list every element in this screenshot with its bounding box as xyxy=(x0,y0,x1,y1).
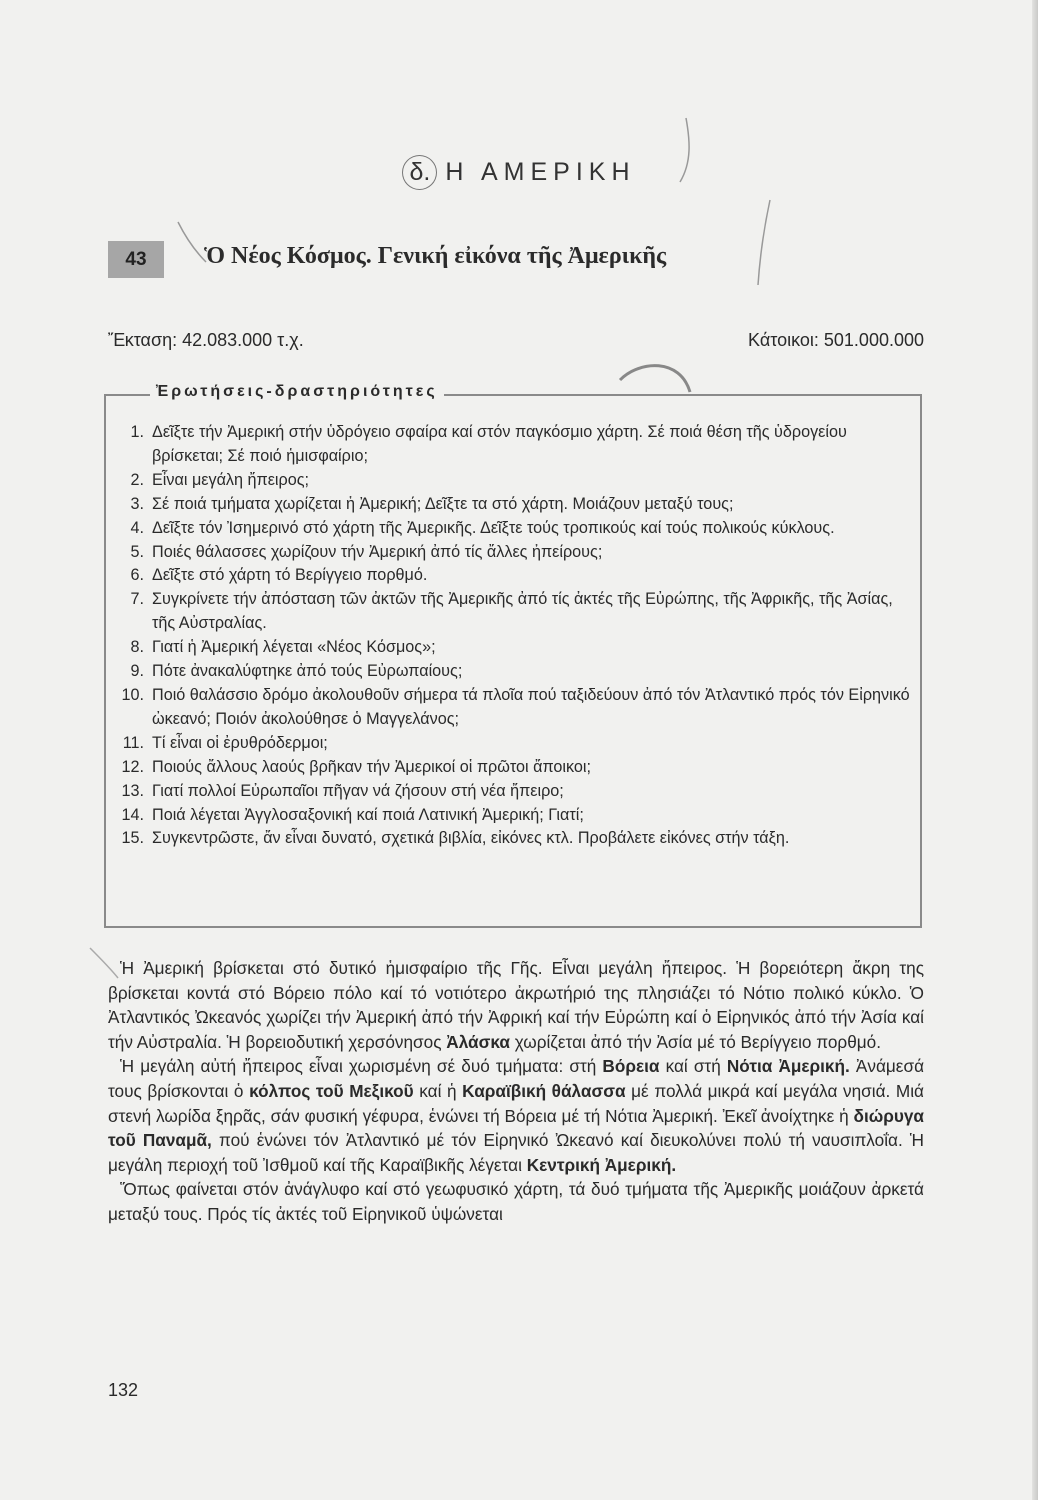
question-item xyxy=(120,541,910,565)
question-text: Ποιά λέγεται Ἀγγλοσαξονική καί ποιά Λατινική Ἀμερική; Γιατί; xyxy=(152,805,584,824)
chapter-title-text: Η ΑΜΕΡΙΚΗ xyxy=(445,158,636,186)
bold-term: διώρυγα τοῦ Παναμᾶ, xyxy=(108,1105,924,1151)
question-item xyxy=(120,493,910,517)
question-text: Τί εἶναι οἱ ἐρυθρόδερμοι; xyxy=(152,733,328,752)
page-edge xyxy=(1032,0,1038,1500)
question-number: 4. xyxy=(130,518,144,537)
paragraph-3: Ὅπως φαίνεται στόν ἀνάγλυφο καί στό γεωφυσικό χάρτη, τά δυό τμήματα τῆς Ἀμερικῆς μοιάζουν ἀρκετά μεταξύ τους. Πρός τίς ἀκτές τοῦ Εἰρηνικοῦ ὑψώνεται xyxy=(108,1179,924,1224)
lesson-number: 43 xyxy=(108,241,164,278)
question-text: Συγκεντρῶστε, ἄν εἶναι δυνατό, σχετικά βιβλία, εἰκόνες κτλ. Προβάλετε εἰκόνες στήν τάξη. xyxy=(152,829,790,848)
question-text: Δεῖξτε στό χάρτη τό Βερίγγειο πορθμό. xyxy=(152,566,428,585)
question-number: 15. xyxy=(121,829,144,848)
question-text: Ποιό θαλάσσιο δρόμο ἀκολουθοῦν σήμερα τά πλοῖα πού ταξιδεύουν ἀπό τόν Ἀτλαντικό πρός τόν Εἰρηνικό ὠκεανό; Ποιόν ἀκολούθησε ὁ Μαγγελάνος; xyxy=(152,685,910,728)
question-text: Δεῖξτε τήν Ἀμερική στήν ὑδρόγειο σφαίρα καί στόν παγκόσμιο χάρτη. Σέ ποιά θέση τῆς ὑδρογείου βρίσκεται; Σέ ποιό ἡμισφαίριο; xyxy=(152,423,847,465)
question-number: 10. xyxy=(121,685,144,704)
question-number: 6. xyxy=(130,566,144,585)
question-number: 11. xyxy=(122,733,144,752)
question-number: 12. xyxy=(121,757,144,776)
question-item xyxy=(120,564,910,588)
bold-term: Νότια Ἀμερική. xyxy=(726,1056,850,1077)
question-item xyxy=(120,804,910,828)
question-number: 8. xyxy=(130,638,144,657)
question-item xyxy=(120,684,910,732)
question-text: Ποιούς ἄλλους λαούς βρῆκαν τήν Ἀμερικοί οἱ πρῶτοι ἄποικοι; xyxy=(152,757,592,776)
bold-term: Ἀλάσκα xyxy=(446,1031,510,1052)
question-number: 13. xyxy=(121,781,144,800)
question-number: 5. xyxy=(130,542,144,561)
question-item xyxy=(120,732,910,756)
question-item xyxy=(120,780,910,804)
question-text: Συγκρίνετε τήν ἀπόσταση τῶν ἀκτῶν τῆς Ἀμερικῆς ἀπό τίς ἀκτές τῆς Εὐρώπης, τῆς Ἀφρικῆς, τῆς Ἀσίας, τῆς Αὐστραλίας. xyxy=(152,590,893,633)
bold-term: Καραϊβική θάλασσα xyxy=(462,1080,626,1101)
bold-term: Κεντρική Ἀμερική. xyxy=(526,1154,677,1175)
question-text: Εἶναι μεγάλη ἤπειρος; xyxy=(152,470,310,489)
chapter-mark: δ. xyxy=(402,155,437,190)
question-item xyxy=(120,469,910,493)
question-item xyxy=(120,660,910,684)
paragraph-2: Ἡ μεγάλη αὐτή ἤπειρος εἶναι χωρισμένη σέ δυό τμήματα: στή Βόρεια καί στή Νότια Ἀμερική. Ἀνάμεσά τους βρίσκονται ὁ κόλπος τοῦ Μεξικοῦ καί ἡ Καραϊβική θάλασσα μέ πολλά μικρά καί μεγάλα νησιά. Μιά στενή λωρίδα ξηρᾶς, σάν φυσική γέφυρα, ἑνώνει τή Βόρεια μέ τή Νότια Ἀμερική. Ἐκεῖ ἀνοίχτηκε ἡ διώρυγα τοῦ Παναμᾶ, πού ἑνώνει τόν Ἀτλαντικό μέ τόν Εἰρηνικό Ὠκεανό καί διευκολύνει πολύ τή ναυσιπλοΐα. Ἡ μεγάλη περιοχή τοῦ Ἰσθμοῦ καί τῆς Καραϊβικῆς λέγεται Κεντρική Ἀμερική. xyxy=(108,1056,925,1175)
lesson-title: Ὁ Νέος Κόσμος. Γενική εἰκόνα τῆς Ἀμερικῆς xyxy=(204,243,667,269)
question-item xyxy=(120,421,910,469)
question-item xyxy=(120,756,910,780)
question-item xyxy=(120,517,910,541)
question-item xyxy=(120,588,910,636)
question-text: Ποιές θάλασσες χωρίζουν τήν Ἀμερική ἀπό τίς ἄλλες ἠπείρους; xyxy=(152,542,603,561)
population-fact: Κάτοικοι: 501.000.000 xyxy=(748,330,924,350)
chapter-title xyxy=(0,155,1038,190)
question-number: 1. xyxy=(130,423,144,441)
area-fact: Ἔκταση: 42.083.000 τ.χ. xyxy=(108,330,304,350)
bold-term: κόλπος τοῦ Μεξικοῦ xyxy=(249,1080,414,1101)
question-text: Σέ ποιά τμήματα χωρίζεται ἡ Ἀμερική; Δεῖξτε τα στό χάρτη. Μοιάζουν μεταξύ τους; xyxy=(152,494,734,513)
question-text: Δεῖξτε τόν Ἰσημερινό στό χάρτη τῆς Ἀμερικῆς. Δεῖξτε τούς τροπικούς καί τούς πολικούς κύκλους. xyxy=(152,518,835,537)
questions-list xyxy=(120,421,910,851)
question-text: Γιατί ἡ Ἀμερική λέγεται «Νέος Κόσμος»; xyxy=(152,638,436,657)
question-text: Γιατί πολλοί Εὐρωπαῖοι πῆγαν νά ζήσουν στή νέα ἤπειρο; xyxy=(152,781,564,800)
question-item xyxy=(120,827,910,851)
question-number: 2. xyxy=(130,470,144,489)
question-number: 14. xyxy=(121,805,144,824)
bold-term: Βόρεια xyxy=(602,1056,660,1077)
questions-heading: Ἐρωτήσεις-δραστηριότητες xyxy=(150,383,444,401)
question-number: 3. xyxy=(130,494,144,513)
page-number: 132 xyxy=(108,1380,139,1400)
question-text: Πότε ἀνακαλύφτηκε ἀπό τούς Εὐρωπαίους; xyxy=(152,662,463,681)
body-text xyxy=(108,956,924,1227)
question-number: 9. xyxy=(130,662,144,681)
question-item xyxy=(120,636,910,660)
question-number: 7. xyxy=(130,590,144,609)
paragraph-1: Ἡ Ἀμερική βρίσκεται στό δυτικό ἡμισφαίριο τῆς Γῆς. Εἶναι μεγάλη ἤπειρος. Ἡ βορειότερη ἄκρη της βρίσκεται κοντά στό Βόρειο πόλο καί τό νοτιότερο ἀκρωτήριό της πλησιάζει τό Νότιο πολικό κύκλο. Ὁ Ἀτλαντικός Ὠκεανός χωρίζει τήν Ἀμερική ἀπό τήν Ἀφρική καί τήν Εὐρώπη καί ὁ Εἰρηνικός ἀπό τήν Ἀσία καί τήν Αὐστραλία. Ἡ βορειοδυτική χερσόνησος Ἀλάσκα χωρίζεται ἀπό τήν Ἀσία μέ τό Βερίγγειο πορθμό. xyxy=(108,958,924,1052)
